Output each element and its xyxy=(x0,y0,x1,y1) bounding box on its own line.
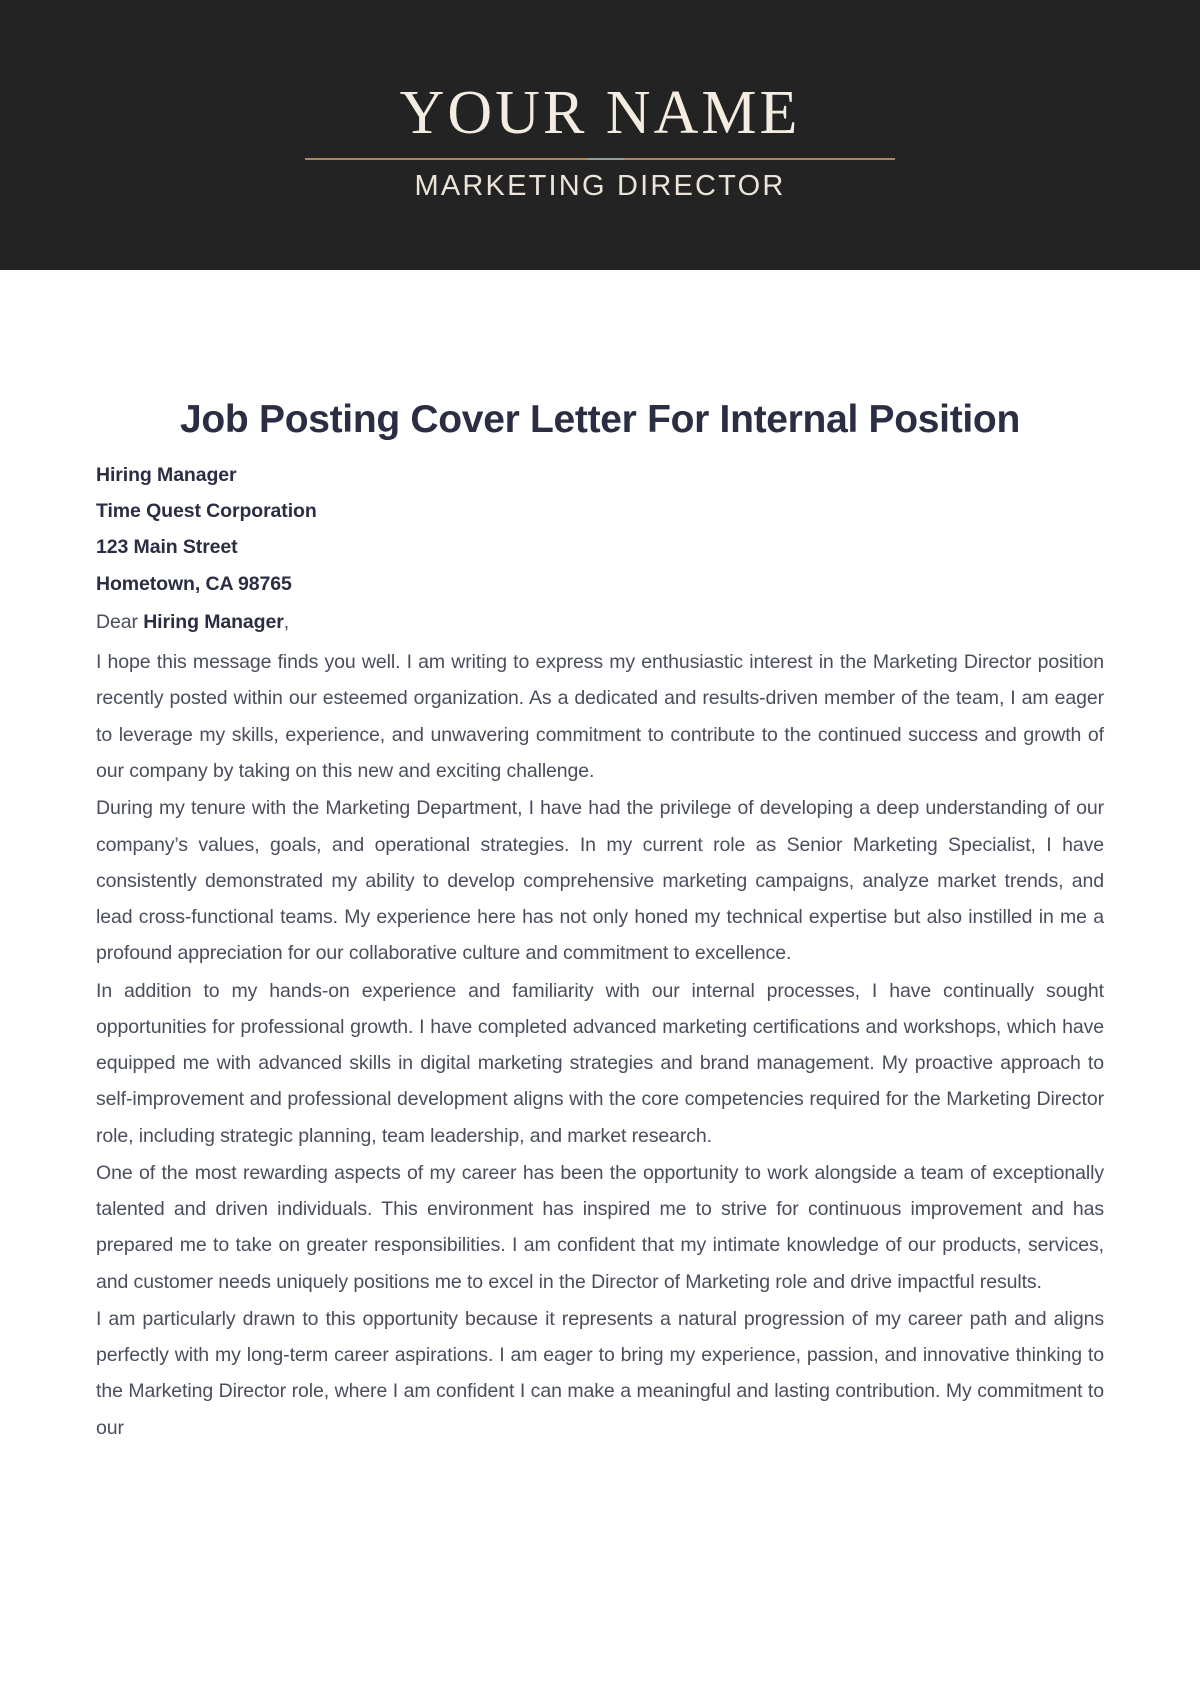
recipient-line: Hiring Manager xyxy=(96,463,237,486)
recipient-line: 123 Main Street xyxy=(96,536,238,559)
salutation xyxy=(96,604,1104,640)
recipient-line: Hometown, CA 98765 xyxy=(96,572,292,595)
page-title: Job Posting Cover Letter For Internal Position xyxy=(180,398,1020,441)
salutation-suffix: , xyxy=(283,610,290,633)
letter-body xyxy=(0,270,1200,1446)
applicant-name: YOUR NAME xyxy=(399,79,801,147)
body-paragraph: In addition to my hands-on experience and familiarity with our internal processes, I have continually sought opportunities for professional growth. I have completed advanced marketing certifications and workshops, which have equipped me with advanced skills in digital marketing strategies and brand management. My proactive approach to self-improvement and professional development aligns with the core competencies required for the Marketing Director role, including strategic planning, team leadership, and market research. xyxy=(96,979,1104,1147)
salutation-recipient-name: Hiring Manager xyxy=(143,610,284,633)
body-paragraph: I hope this message finds you well. I am writing to express my enthusiastic interest in the Marketing Director position recently posted within our esteemed organization. As a dedicated and results-driven member of the team, I am eager to leverage my skills, experience, and unwavering commitment to contribute to the continued success and growth of our company by taking on this new and exciting challenge. xyxy=(96,651,1104,782)
body-paragraph: I am particularly drawn to this opportunity because it represents a natural progression of my career path and aligns perfectly with my long-term career aspirations. I am eager to bring my experience, passion, and innovative thinking to the Marketing Director role, where I am confident I can make a meaningful and lasting contribution. My commitment to our xyxy=(96,1307,1104,1439)
body-paragraph: During my tenure with the Marketing Department, I have had the privilege of developing a deep understanding of our company’s values, goals, and operational strategies. In my current role as Senior Marketing Specialist, I have consistently demonstrated my ability to develop comprehensive marketing campaigns, analyze market trends, and lead cross-functional teams. My experience here has not only honed my technical expertise but also instilled in me a profound appreciation for our collaborative culture and commitment to excellence. xyxy=(96,797,1104,965)
salutation-prefix: Dear xyxy=(96,610,144,633)
letterhead-divider xyxy=(305,158,895,160)
recipient-address-block xyxy=(96,457,1104,602)
recipient-line: Time Quest Corporation xyxy=(96,500,317,523)
body-paragraph: One of the most rewarding aspects of my career has been the opportunity to work alongside a team of exceptionally talented and driven individuals. This environment has inspired me to strive for continuous improvement and has prepared me to take on greater responsibilities. I am confident that my intimate knowledge of our products, services, and customer needs uniquely positions me to excel in the Director of Marketing role and drive impactful results. xyxy=(96,1161,1104,1293)
letterhead-banner xyxy=(0,0,1200,270)
applicant-job-title: MARKETING DIRECTOR xyxy=(414,170,786,202)
